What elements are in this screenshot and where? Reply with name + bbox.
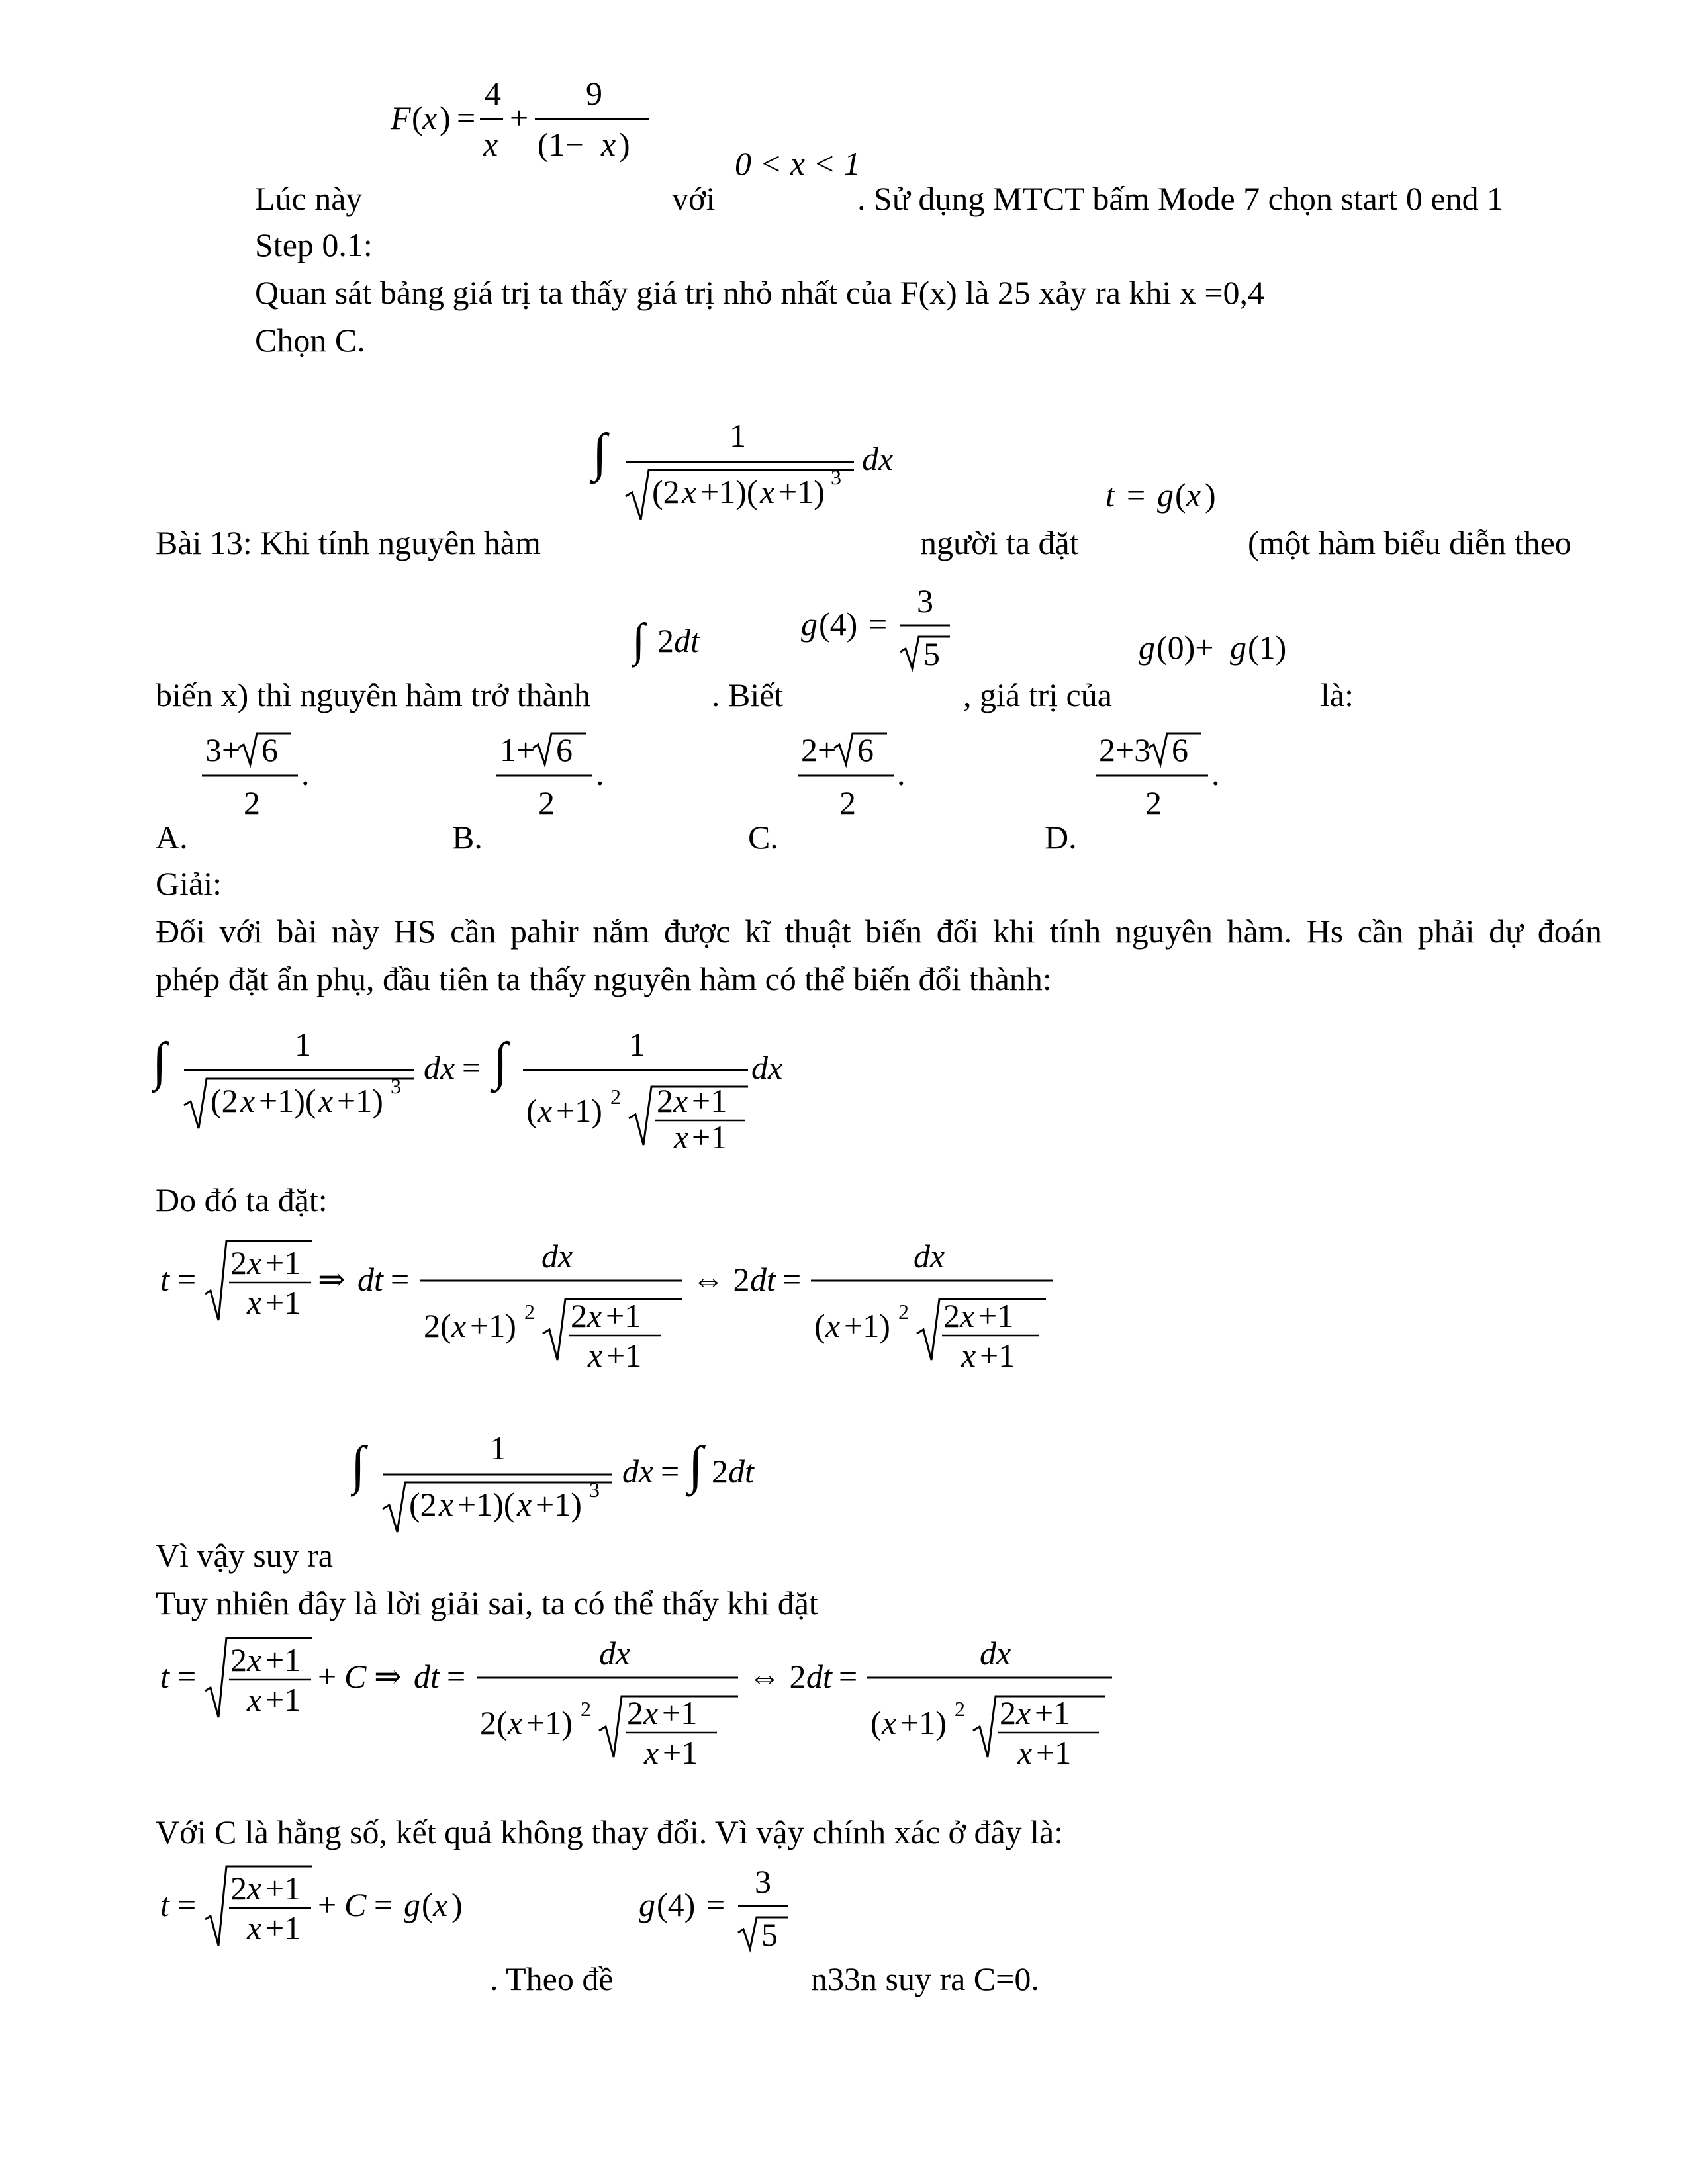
svg-text:dt: dt (806, 1658, 832, 1695)
svg-text:2: 2 (898, 1300, 909, 1324)
problem-integral (589, 404, 920, 536)
svg-text:x: x (882, 1704, 897, 1741)
svg-text:(: ( (412, 99, 423, 136)
svg-text:2: 2 (230, 1641, 247, 1678)
svg-text:3: 3 (755, 1863, 771, 1900)
problem-p3: (một hàm biểu diễn theo (1248, 524, 1571, 561)
svg-text:∫: ∫ (688, 1436, 703, 1494)
svg-text:⇔ 2: ⇔ 2 (748, 1658, 806, 1695)
svg-text:x: x (588, 1337, 603, 1374)
svg-text:+1): +1) (526, 1704, 573, 1741)
svg-text:+1: +1 (692, 1118, 727, 1156)
svg-text:x: x (682, 473, 697, 510)
svg-text:x: x (825, 1307, 841, 1344)
svg-text:x: x (517, 1486, 532, 1523)
svg-text:x: x (960, 1297, 975, 1334)
svg-text:x: x (674, 1118, 689, 1156)
solution-para1-line1: Đối với bài này HS cần pahir nắm được kĩ thuật biến đổi khi tính nguyên hàm. Hs cần phải dự đoán (156, 913, 1602, 950)
svg-text:g: g (404, 1886, 420, 1923)
svg-text:(1): (1) (1248, 629, 1287, 666)
svg-text:x: x (247, 1681, 262, 1718)
svg-text:=: = (391, 1261, 410, 1298)
svg-text:x: x (451, 1307, 467, 1344)
svg-text:3: 3 (831, 465, 841, 489)
equation-5b (632, 1856, 804, 1962)
svg-text:dt: dt (357, 1261, 383, 1298)
option-d-value (1092, 721, 1251, 827)
equation-3 (351, 1416, 814, 1549)
svg-text:(2: (2 (409, 1486, 437, 1523)
svg-text:C: C (344, 1886, 367, 1923)
svg-text:2: 2 (244, 784, 260, 821)
solution-heading: Giải: (156, 865, 222, 902)
svg-text:(4): (4) (819, 606, 858, 643)
svg-text:+1: +1 (265, 1284, 301, 1321)
svg-text:=: = (661, 1453, 680, 1490)
svg-text:x: x (1016, 1694, 1031, 1731)
svg-text:x: x (422, 99, 438, 136)
svg-text:1: 1 (295, 1026, 311, 1063)
svg-text:dt: dt (728, 1453, 754, 1490)
svg-text:2: 2 (627, 1694, 643, 1731)
svg-text:+1: +1 (265, 1681, 301, 1718)
int-2dt (632, 612, 725, 672)
svg-text:t: t (1105, 477, 1115, 514)
svg-text:2: 2 (571, 1297, 587, 1334)
svg-text:g: g (639, 1886, 655, 1923)
svg-text:+1): +1) (900, 1704, 947, 1741)
svg-text:+1: +1 (265, 1909, 301, 1946)
svg-text:=: = (706, 1886, 726, 1923)
option-b-letter: B. (452, 819, 483, 856)
svg-text:x: x (1186, 477, 1201, 514)
svg-text:x: x (644, 1734, 659, 1771)
svg-text:1: 1 (729, 417, 746, 454)
svg-text:3: 3 (589, 1478, 600, 1502)
g4-value (794, 582, 966, 682)
svg-text:2+: 2+ (801, 731, 837, 768)
svg-text:2: 2 (657, 622, 674, 659)
svg-text:+1): +1) (556, 1092, 602, 1129)
svg-text:x: x (240, 1082, 256, 1119)
solution-theode: . Theo đề (490, 1960, 614, 1997)
svg-text:dx: dx (541, 1238, 573, 1275)
svg-text:x: x (318, 1082, 334, 1119)
svg-text:2: 2 (712, 1453, 728, 1490)
svg-text:dx: dx (622, 1453, 654, 1490)
svg-text:+1): +1) (844, 1307, 890, 1344)
svg-text:): ) (440, 99, 451, 136)
svg-text:g: g (1139, 629, 1155, 666)
svg-text:∫: ∫ (493, 1032, 508, 1091)
svg-text:x: x (247, 1870, 262, 1907)
svg-text:2+3: 2+3 (1099, 731, 1151, 768)
problem-p4: biến x) thì nguyên hàm trở thành (156, 676, 590, 713)
svg-text:5: 5 (761, 1916, 778, 1953)
problem-p1: Bài 13: Khi tính nguyên hàm (156, 524, 541, 561)
svg-text:(: ( (526, 1092, 538, 1129)
svg-text:dx: dx (751, 1049, 783, 1086)
svg-text:1: 1 (490, 1430, 506, 1467)
svg-text:dt: dt (674, 622, 700, 659)
svg-text:+1): +1) (536, 1486, 582, 1523)
t-def (1099, 470, 1244, 523)
svg-text:=: = (374, 1886, 393, 1923)
svg-text:.: . (301, 755, 310, 792)
svg-text:): ) (619, 126, 630, 163)
svg-text:2: 2 (943, 1297, 960, 1334)
svg-text:+1: +1 (662, 1694, 698, 1731)
svg-text:+1: +1 (980, 1337, 1015, 1374)
svg-text:dt: dt (750, 1261, 776, 1298)
svg-text:⇒: ⇒ (374, 1658, 402, 1695)
svg-text:6: 6 (1172, 731, 1188, 768)
svg-text:9: 9 (586, 75, 602, 112)
svg-text:x: x (1017, 1734, 1033, 1771)
svg-text:=: = (177, 1886, 197, 1923)
svg-text:+: + (318, 1886, 337, 1923)
problem-p2: người ta đặt (920, 524, 1079, 561)
svg-text:6: 6 (857, 731, 874, 768)
svg-text:+: + (318, 1658, 337, 1695)
svg-text:=: = (177, 1658, 197, 1695)
svg-text:2: 2 (1145, 784, 1162, 821)
svg-text:⇔ 2: ⇔ 2 (692, 1261, 750, 1298)
svg-text:x: x (538, 1092, 553, 1129)
solution-dotadat: Do đó ta đặt: (156, 1181, 328, 1218)
svg-text:(: ( (870, 1704, 882, 1741)
svg-text:=: = (868, 606, 888, 643)
svg-text:6: 6 (261, 731, 278, 768)
svg-text:1+: 1+ (500, 731, 536, 768)
svg-text:.: . (897, 755, 906, 792)
solution-vivay: Vì vậy suy ra (156, 1537, 333, 1574)
svg-text:dx: dx (862, 440, 894, 477)
option-b-value (493, 721, 626, 827)
equation-4 (152, 1625, 1145, 1784)
svg-text:+1): +1) (337, 1082, 383, 1119)
svg-text:x: x (961, 1337, 976, 1374)
svg-text:+1: +1 (663, 1734, 698, 1771)
svg-text:=: = (782, 1261, 802, 1298)
svg-text:2: 2 (524, 1300, 535, 1324)
g0-plus-g1 (1132, 622, 1331, 675)
svg-text:x: x (439, 1486, 454, 1523)
equation-5 (152, 1853, 523, 1959)
svg-text:2: 2 (1000, 1694, 1016, 1731)
svg-text:∫: ∫ (152, 1032, 167, 1091)
svg-text:∫: ∫ (592, 424, 607, 482)
solution-voiC: Với C là hằng số, kết quả không thay đổi. Vì vậy chính xác ở đây là: (156, 1813, 1064, 1850)
svg-text:2: 2 (230, 1870, 247, 1907)
problem-p6: , giá trị của (963, 676, 1112, 713)
svg-text:2: 2 (955, 1697, 965, 1721)
svg-text:=: = (447, 1658, 466, 1695)
svg-text:dt: dt (414, 1658, 440, 1695)
svg-text:): ) (1205, 477, 1216, 514)
svg-text:+1: +1 (978, 1297, 1014, 1334)
svg-text:3+: 3+ (205, 731, 241, 768)
solution-para1-line2: phép đặt ẩn phụ, đầu tiên ta thấy nguyên hàm có thể biến đổi thành: (156, 960, 1052, 997)
svg-text:=: = (1127, 477, 1146, 514)
svg-text:(0)+: (0)+ (1156, 629, 1214, 666)
svg-text:=: = (457, 99, 476, 136)
svg-text:4: 4 (485, 75, 501, 112)
option-a-value (199, 721, 331, 827)
svg-text:x: x (508, 1704, 523, 1741)
svg-text:x: x (601, 126, 616, 163)
svg-text:+1: +1 (265, 1870, 301, 1907)
svg-text:(2: (2 (211, 1082, 238, 1119)
svg-text:dx: dx (599, 1635, 631, 1672)
svg-text:g: g (801, 606, 818, 643)
svg-text:+1: +1 (1036, 1734, 1072, 1771)
svg-text:2: 2 (538, 784, 555, 821)
svg-text:(2: (2 (652, 473, 680, 510)
svg-text:+1): +1) (470, 1307, 516, 1344)
top-lucnay: Lúc này (255, 180, 363, 217)
problem-p7: là: (1321, 676, 1354, 713)
svg-text:F: F (391, 99, 411, 136)
domain-condition: 0 < x < 1 (735, 145, 861, 182)
svg-text:+1: +1 (265, 1641, 301, 1678)
solution-tuynhien: Tuy nhiên đây là lời giải sai, ta có thể thấy khi đặt (156, 1584, 818, 1621)
svg-text:x: x (673, 1082, 688, 1119)
svg-text:3: 3 (917, 582, 933, 619)
solution-suyra: n33n suy ra C=0. (811, 1960, 1039, 1997)
option-c-letter: C. (748, 819, 778, 856)
f-formula (371, 73, 662, 179)
svg-text:t: t (160, 1886, 169, 1923)
svg-text:+1: +1 (265, 1244, 301, 1281)
top-observe: Quan sát bảng giá trị ta thấy giá trị nhỏ nhất của F(x) là 25 xảy ra khi x =0,4 (255, 274, 1265, 311)
svg-text:.: . (596, 755, 604, 792)
top-choose: Chọn C. (255, 322, 365, 359)
svg-text:⇒: ⇒ (318, 1261, 346, 1298)
svg-text:dx: dx (914, 1238, 945, 1275)
svg-text:x: x (760, 473, 775, 510)
svg-text:∫: ∫ (351, 1436, 365, 1494)
equation-2 (152, 1228, 1079, 1387)
svg-text:x: x (643, 1694, 659, 1731)
svg-text:2: 2 (839, 784, 856, 821)
svg-text:x: x (247, 1284, 262, 1321)
svg-text:+1)(: +1)( (259, 1082, 316, 1119)
svg-text:+1)(: +1)( (700, 473, 758, 510)
svg-text:+: + (510, 99, 529, 136)
svg-text:+1: +1 (692, 1082, 727, 1119)
svg-text:+1: +1 (606, 1337, 642, 1374)
svg-text:1: 1 (629, 1026, 645, 1063)
option-a-letter: A. (156, 819, 188, 856)
svg-text:(: ( (422, 1886, 433, 1923)
svg-text:dx: dx (980, 1635, 1011, 1672)
svg-text:(: ( (814, 1307, 825, 1344)
svg-text:=: = (462, 1049, 481, 1086)
svg-text:C: C (344, 1658, 367, 1695)
svg-text:+1): +1) (778, 473, 825, 510)
svg-text:+1: +1 (1035, 1694, 1070, 1731)
top-step: Step 0.1: (255, 226, 373, 263)
svg-text:g: g (1230, 629, 1246, 666)
svg-text:+1)(: +1)( (457, 1486, 515, 1523)
svg-text:x: x (587, 1297, 602, 1334)
svg-text:dx: dx (424, 1049, 455, 1086)
option-d-letter: D. (1045, 819, 1077, 856)
problem-p5: . Biết (712, 676, 784, 713)
svg-text:5: 5 (923, 635, 940, 672)
option-c-value (794, 721, 927, 827)
svg-text:(1−: (1− (538, 126, 584, 163)
top-voi: với (672, 180, 716, 217)
svg-text:∫: ∫ (632, 615, 645, 666)
svg-text:g: g (1157, 477, 1174, 514)
svg-text:=: = (177, 1261, 197, 1298)
svg-text:+1: +1 (606, 1297, 641, 1334)
svg-text:): ) (451, 1886, 463, 1923)
svg-text:=: = (839, 1658, 858, 1695)
top-mode-text: . Sử dụng MTCT bấm Mode 7 chọn start 0 end 1 (857, 180, 1504, 217)
svg-text:2(: 2( (480, 1704, 508, 1741)
svg-text:2: 2 (657, 1082, 673, 1119)
svg-text:x: x (483, 126, 498, 163)
svg-text:(4): (4) (657, 1886, 696, 1923)
svg-text:2: 2 (610, 1085, 621, 1109)
svg-text:(: ( (1175, 477, 1186, 514)
equation-1 (152, 1006, 814, 1158)
svg-text:2(: 2( (424, 1307, 451, 1344)
svg-text:6: 6 (556, 731, 573, 768)
svg-text:.: . (1211, 755, 1220, 792)
svg-text:t: t (160, 1261, 169, 1298)
svg-text:x: x (247, 1909, 262, 1946)
svg-text:2: 2 (581, 1697, 591, 1721)
svg-text:t: t (160, 1658, 169, 1695)
svg-text:x: x (433, 1886, 448, 1923)
svg-text:3: 3 (391, 1074, 401, 1098)
svg-text:x: x (247, 1244, 262, 1281)
svg-text:2: 2 (230, 1244, 247, 1281)
svg-text:x: x (247, 1641, 262, 1678)
